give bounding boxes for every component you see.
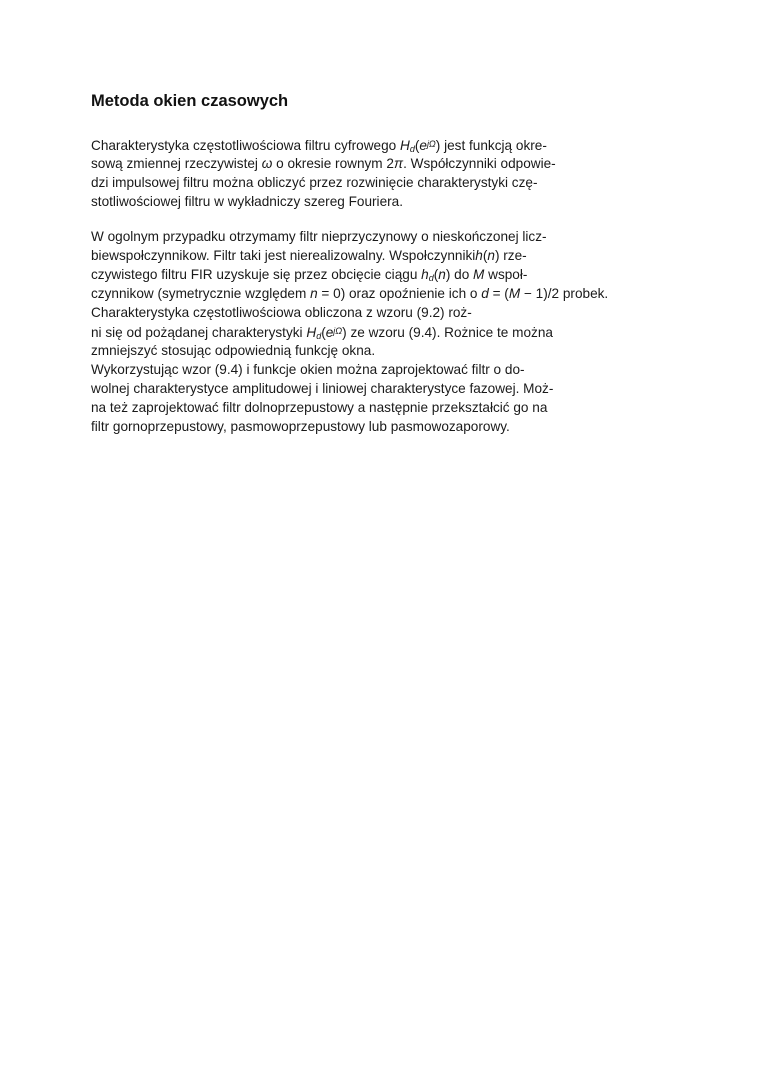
text-run: . Współczynniki odpowie- — [403, 156, 556, 171]
text-run: e — [325, 325, 334, 340]
text-run: ( — [482, 248, 488, 263]
text-run: W ogolnym przypadku otrzymamy filtr nieprzyczynowy o nieskończonej licz- — [91, 229, 547, 244]
text-run: ( — [433, 267, 439, 282]
text-run: π — [393, 156, 404, 171]
text-run: ) rze- — [494, 248, 527, 263]
text-run: M — [473, 267, 485, 282]
text-run: zmniejszyć stosując odpowiednią funkcję okna. — [91, 343, 376, 358]
text-run: Wykorzystując wzor (9.4) i funkcje okien można zaprojektować filtr o do- — [91, 362, 525, 377]
text-line — [91, 227, 651, 246]
text-run: H — [400, 138, 410, 153]
text-run: d — [409, 144, 415, 154]
text-line — [91, 360, 651, 379]
text-line — [91, 322, 651, 341]
text-line — [91, 154, 651, 173]
text-run: sową zmiennej rzeczywistej — [91, 156, 262, 171]
text-run: ) do — [445, 267, 474, 282]
text-run: Charakterystyka częstotliwościowa obliczona z wzoru (9.2) roż- — [91, 305, 472, 320]
text-line — [91, 379, 651, 398]
text-line — [91, 173, 651, 192]
text-run: jΩ — [426, 139, 436, 149]
text-run: na też zaprojektować filtr dolnoprzepustowy a następnie przekształcić go na — [91, 400, 548, 415]
text-run: Charakterystyka częstotliwościowa filtru cyfrowego — [91, 138, 400, 153]
text-run: H — [306, 325, 317, 340]
text-line — [91, 246, 651, 265]
text-run: = ( — [488, 286, 509, 301]
text-run: ( — [414, 138, 420, 153]
text-run: jΩ — [333, 326, 343, 336]
text-line — [91, 284, 651, 303]
text-line — [91, 135, 651, 154]
text-run: h — [421, 267, 429, 282]
paragraph-1 — [91, 135, 651, 211]
text-run: n — [310, 286, 318, 301]
text-run: M — [508, 286, 521, 301]
text-run: e — [419, 138, 427, 153]
text-run: n — [487, 248, 495, 263]
text-run: stotliwościowej filtru w wykładniczy szereg Fouriera. — [91, 194, 403, 209]
text-run: − 1)/2 probek. — [520, 286, 609, 301]
text-run: n — [438, 267, 446, 282]
text-run: h — [475, 248, 483, 263]
text-run: ( — [321, 325, 326, 340]
text-run: ) jest funkcją okre- — [435, 138, 547, 153]
text-run: d — [428, 273, 434, 283]
text-run: biewspołczynnikow. Filtr taki jest nierealizowalny. Wspołczynniki — [91, 248, 476, 263]
text-run: wspoł- — [484, 267, 528, 282]
text-run: d — [316, 331, 322, 341]
text-run: ni się od pożądanej charakterystyki — [91, 325, 307, 340]
text-line — [91, 417, 651, 436]
page-title: Metoda okien czasowych — [91, 92, 289, 110]
text-line — [91, 398, 651, 417]
text-run: dzi impulsowej filtru można obliczyć przez rozwinięcie charakterystyki czę- — [91, 175, 538, 190]
text-run: d — [481, 286, 489, 301]
text-line — [91, 192, 651, 211]
text-run: filtr gornoprzepustowy, pasmowoprzepustowy lub pasmowozaporowy. — [91, 419, 510, 434]
text-run: o okresie rownym 2 — [272, 156, 394, 171]
text-run: ) ze wzoru (9.4). Rożnice te można — [342, 325, 553, 340]
paragraph-2 — [91, 227, 651, 436]
text-run: czywistego filtru FIR uzyskuje się przez obcięcie ciągu — [91, 267, 422, 282]
text-line — [91, 265, 651, 284]
text-run: wolnej charakterystyce amplitudowej i liniowej charakterystyce fazowej. Moż- — [91, 381, 554, 396]
text-line — [91, 303, 651, 322]
text-line — [91, 341, 651, 360]
text-run: czynnikow (symetrycznie względem — [91, 286, 311, 301]
text-run: ω — [261, 156, 273, 171]
text-run: = 0) oraz opoźnienie ich o — [317, 286, 482, 301]
